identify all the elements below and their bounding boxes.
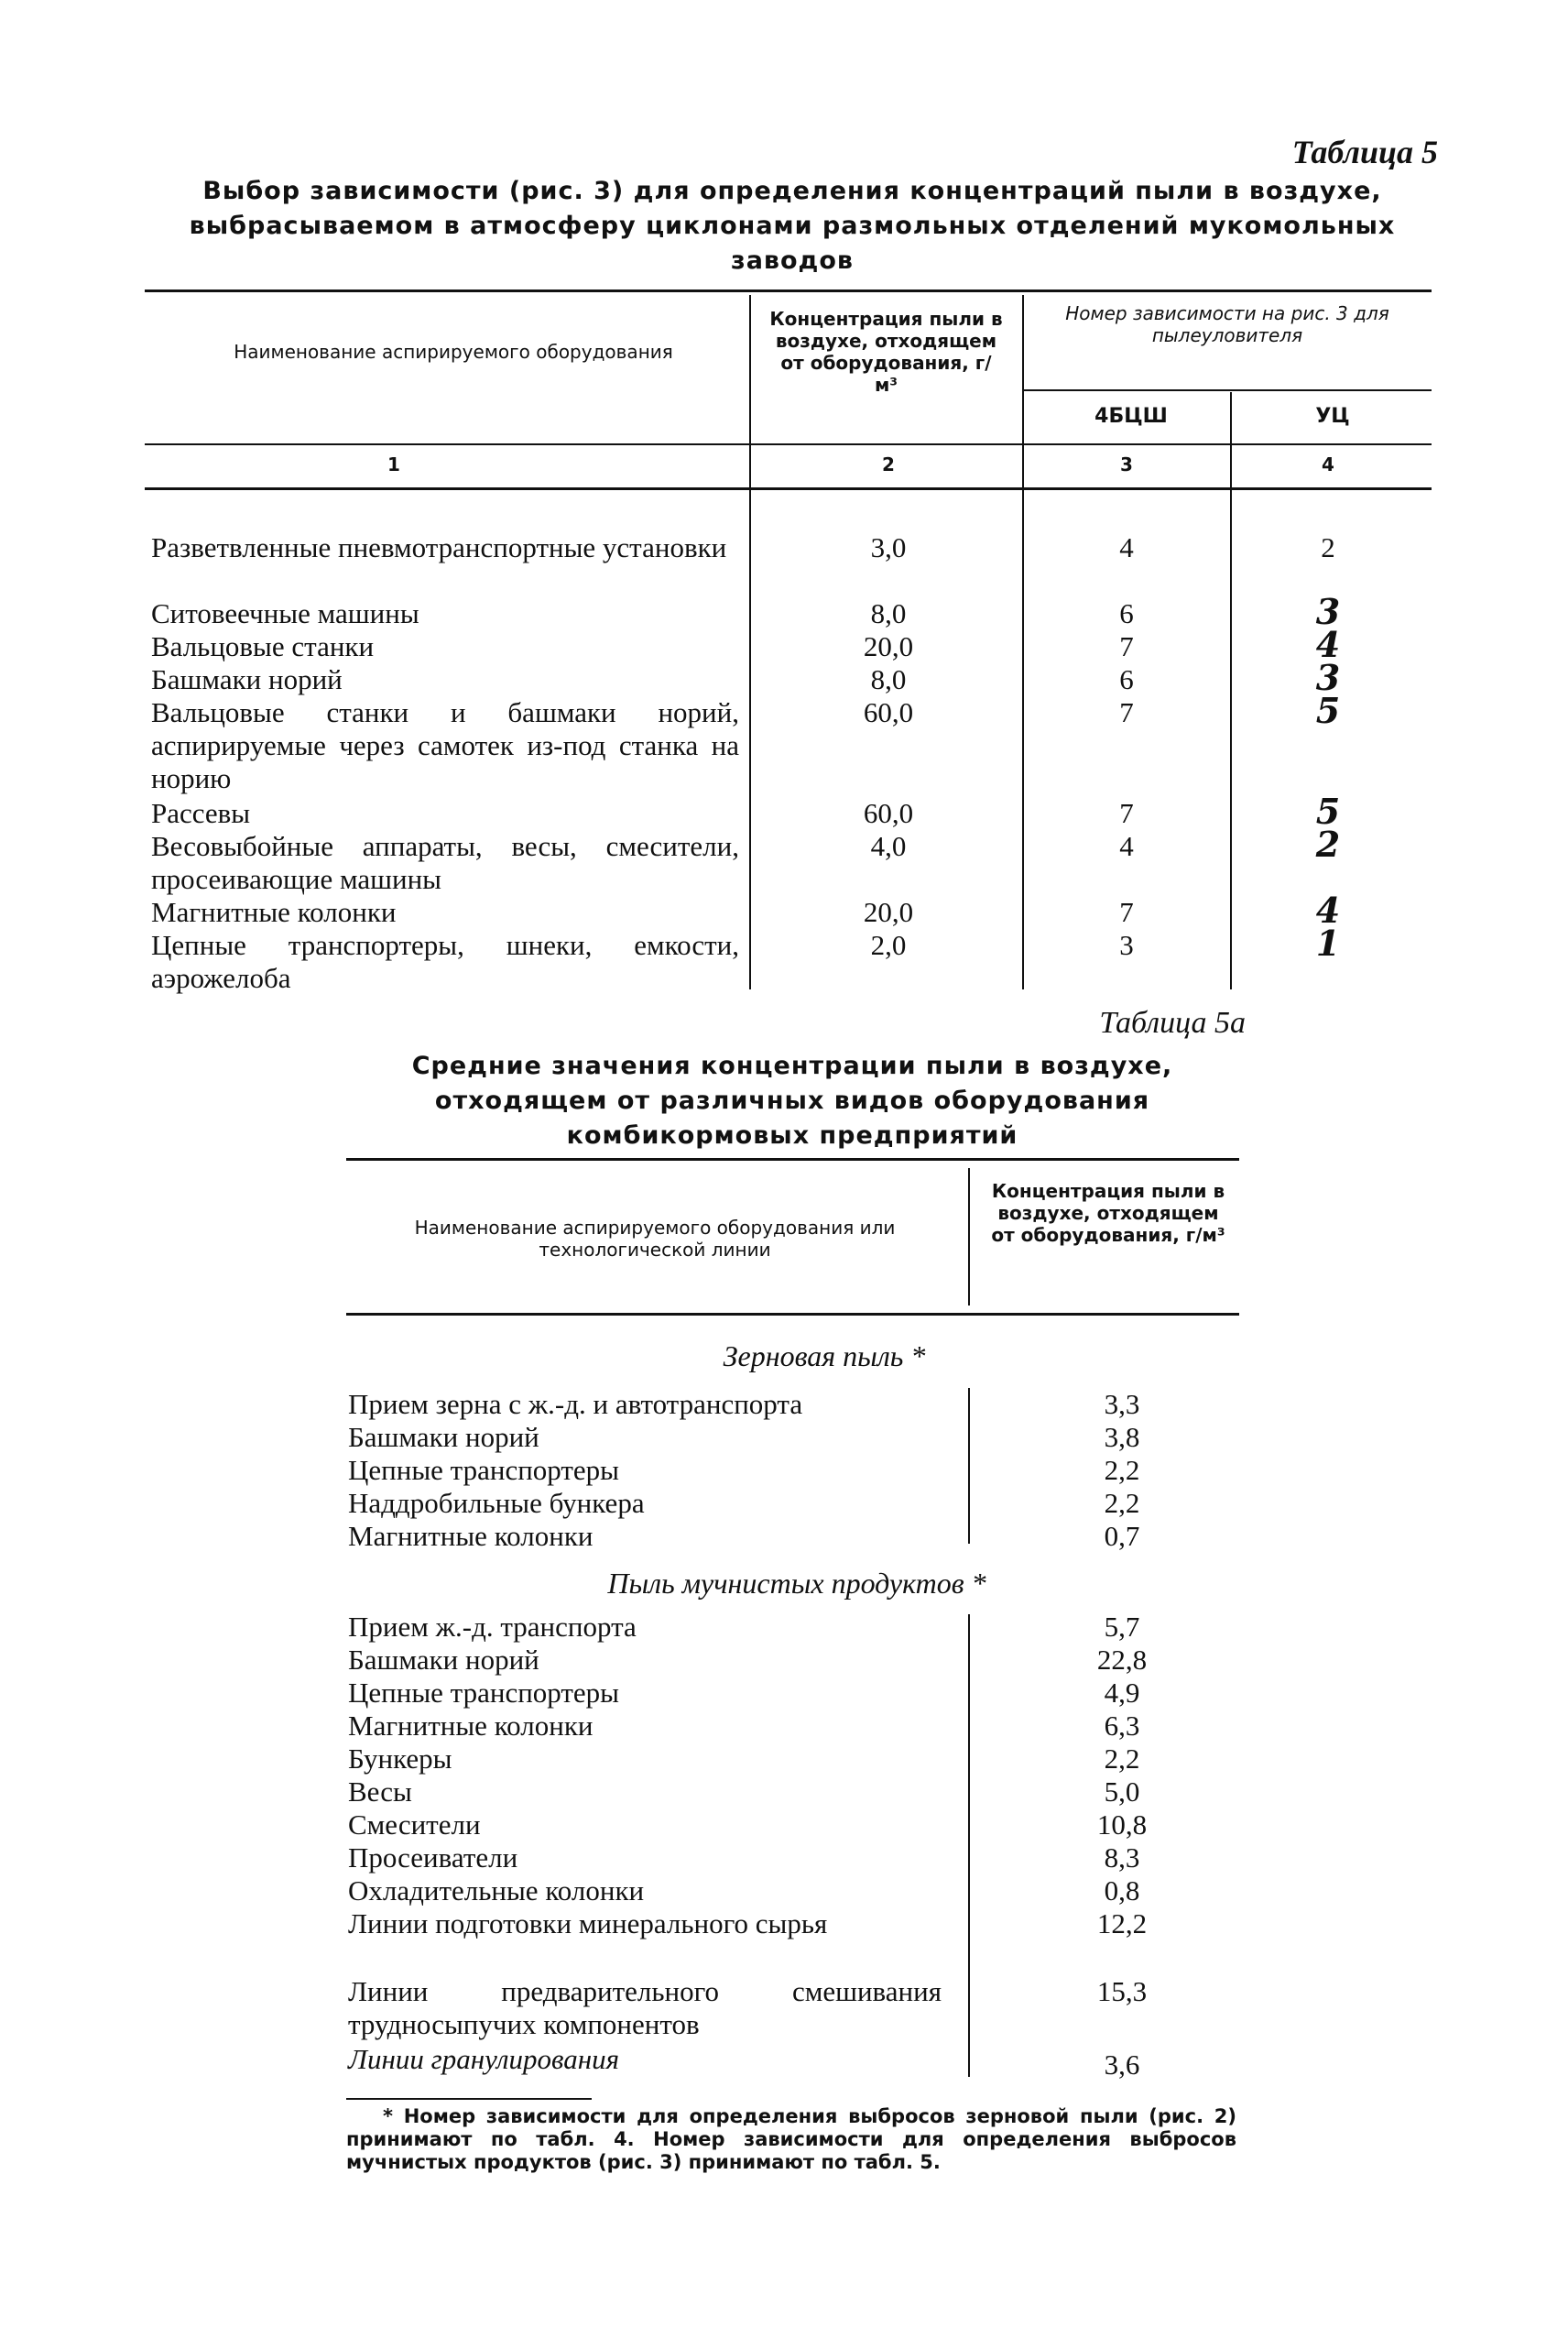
table5-row-3-conc: 20,0 [863, 630, 914, 662]
table5a-section-grain-dust: Зерновая пыль * [723, 1339, 926, 1372]
table5a-s2-row-1-conc: 5,7 [1104, 1611, 1140, 1643]
table5a-header-name: Наименование аспирируемого оборудования или технологической линии [414, 1217, 896, 1261]
table5a-s2-row-6-conc: 5,0 [1104, 1775, 1140, 1808]
table5-row-1-conc: 3,0 [870, 531, 907, 563]
table5a-s2-row-12-conc: 3,6 [1104, 2048, 1140, 2081]
table5-row-4-uc: 3 [1315, 657, 1341, 698]
table5a-s1-row-5-conc: 0,7 [1104, 1520, 1140, 1552]
table5a-s2-row-2-name: Башмаки норий [348, 1644, 539, 1676]
table5a-s2-row-5-conc: 2,2 [1104, 1743, 1140, 1775]
table5-row-1-4bcsh: 4 [1119, 531, 1134, 563]
table5a-s2-row-8-name: Просеиватели [348, 1841, 518, 1874]
table5a-label: Таблица 5а [1099, 1006, 1246, 1040]
table5a-s2-row-7-name: Смесители [348, 1808, 481, 1841]
table5a-s2-row-10-conc: 12,2 [1096, 1907, 1148, 1939]
table5-colnum-3: 3 [1120, 453, 1133, 475]
table5-row-5-uc: 5 [1315, 690, 1341, 731]
table5-row-5-name: Вальцовые станки и башмаки норий, аспирируемые через самотек из-под станка на норию [151, 696, 739, 794]
table5a-s1-row-3-name: Цепные транспортеры [348, 1454, 620, 1486]
table5-header-dependency-number: Номер зависимости на рис. 3 для пылеуловителя [1065, 302, 1389, 346]
table5a-s1-row-4-conc: 2,2 [1104, 1487, 1140, 1519]
table5-row-3-name: Вальцовые станки [151, 630, 375, 662]
table5a-s2-row-2-conc: 22,8 [1096, 1644, 1148, 1676]
table5-row-8-uc: 4 [1315, 890, 1341, 931]
table5-row-4-4bcsh: 6 [1119, 663, 1134, 695]
table5-header-name: Наименование аспирируемого оборудования [234, 341, 673, 363]
table5-row-7-uc: 2 [1315, 824, 1341, 865]
table5-row-5-4bcsh: 7 [1119, 696, 1134, 728]
table5a-s2-row-10-name: Линии подготовки минерального сырья [348, 1907, 828, 1939]
table5-row-1-uc: 2 [1321, 531, 1335, 563]
table5-row-3-4bcsh: 7 [1119, 630, 1134, 662]
table5-row-5-conc: 60,0 [863, 696, 914, 728]
table5-colnum-1: 1 [387, 453, 400, 475]
table5-colnum-4: 4 [1322, 453, 1334, 475]
table5a-s1-row-5-name: Магнитные колонки [348, 1520, 593, 1552]
table5-row-6-uc: 5 [1315, 791, 1341, 832]
table5a-s2-row-4-name: Магнитные колонки [348, 1710, 593, 1742]
table5-row-2-uc: 3 [1315, 591, 1341, 632]
table5a-s1-row-1-name: Прием зерна с ж.-д. и автотранспорта [348, 1388, 803, 1420]
table5-caption: Выбор зависимости (рис. 3) для определения концентраций пыли в воздухе, выбрасываемом в атмосферу циклонами размольных отделений мукомольных заводов [189, 177, 1396, 275]
table5-row-6-4bcsh: 7 [1119, 797, 1134, 829]
table5-header-concentration: Концентрация пыли в воздухе, отходящем от оборудования, г/м³ [769, 308, 1003, 396]
table5-row-4-conc: 8,0 [870, 663, 907, 695]
table5-row-8-conc: 20,0 [863, 896, 914, 928]
table5a-s1-row-2-conc: 3,8 [1104, 1421, 1140, 1453]
table5-row-9-uc: 1 [1315, 923, 1341, 964]
table5-row-4-name: Башмаки норий [151, 663, 343, 695]
table5-row-3-uc: 4 [1315, 624, 1341, 665]
table5-row-9-name: Цепные транспортеры, шнеки, емкости, аэрожелоба [151, 929, 739, 994]
table5a-s2-row-9-name: Охладительные колонки [348, 1874, 645, 1906]
footnote: * Номер зависимости для определения выбросов зерновой пыли (рис. 2) принимают по табл. 4. Номер зависимости для определения выбросов мучнистых продуктов (рис. 3) принимают по табл. 5. [346, 2105, 1236, 2173]
table5-row-9-4bcsh: 3 [1119, 929, 1134, 961]
table5-row-1-name: Разветвленные пневмотранспортные установки [151, 531, 727, 563]
table5-row-8-4bcsh: 7 [1119, 896, 1134, 928]
table5a-s2-row-3-name: Цепные транспортеры [348, 1677, 620, 1709]
table5-colnum-2: 2 [882, 453, 895, 475]
table5-row-7-name: Весовыбойные аппараты, весы, смесители, просеивающие машины [151, 830, 739, 895]
table5a-s2-row-5-name: Бункеры [348, 1743, 452, 1775]
table5-row-2-name: Ситовеечные машины [151, 597, 419, 629]
table5-header-uc: УЦ [1315, 405, 1350, 428]
table5-row-9-conc: 2,0 [870, 929, 907, 961]
table5a-s2-row-7-conc: 10,8 [1096, 1808, 1148, 1841]
table5-row-2-conc: 8,0 [870, 597, 907, 629]
table5a-section-flour-dust: Пыль мучнистых продуктов * [607, 1567, 986, 1600]
table5a-s2-row-6-name: Весы [348, 1775, 412, 1808]
table5a-s2-row-8-conc: 8,3 [1104, 1841, 1140, 1874]
table5a-s2-row-1-name: Прием ж.-д. транспорта [348, 1611, 637, 1643]
table5-row-6-name: Рассевы [151, 797, 251, 829]
table5a-s1-row-2-name: Башмаки норий [348, 1421, 539, 1453]
table5a-s2-row-9-conc: 0,8 [1104, 1874, 1140, 1906]
table5a-s2-row-3-conc: 4,9 [1104, 1677, 1140, 1709]
table5a-s2-row-12-name: Линии гранулирования [348, 2043, 620, 2075]
table5a-s1-row-3-conc: 2,2 [1104, 1454, 1140, 1486]
table5-row-7-4bcsh: 4 [1119, 830, 1134, 862]
table5a-s1-row-1-conc: 3,3 [1104, 1388, 1140, 1420]
table5-row-7-conc: 4,0 [870, 830, 907, 862]
table5-row-8-name: Магнитные колонки [151, 896, 397, 928]
table5a-caption: Средние значения концентрации пыли в воздухе, отходящем от различных видов оборудования комбикормовых предприятий [411, 1052, 1173, 1150]
table5-row-6-conc: 60,0 [863, 797, 914, 829]
table5a-s1-row-4-name: Наддробильные бункера [348, 1487, 645, 1519]
table5-label: Таблица 5 [1291, 134, 1438, 170]
table5-header-4bcsh: 4БЦШ [1094, 405, 1168, 428]
table5a-header-concentration: Концентрация пыли в воздухе, отходящем от оборудования, г/м³ [991, 1180, 1225, 1246]
table5a-s2-row-4-conc: 6,3 [1104, 1710, 1140, 1742]
table5a-s2-row-11-conc: 15,3 [1096, 1975, 1148, 2007]
table5a-s2-row-11-name: Линии предварительного смешивания трудносыпучих компонентов [348, 1975, 942, 2040]
table5-row-2-4bcsh: 6 [1119, 597, 1134, 629]
